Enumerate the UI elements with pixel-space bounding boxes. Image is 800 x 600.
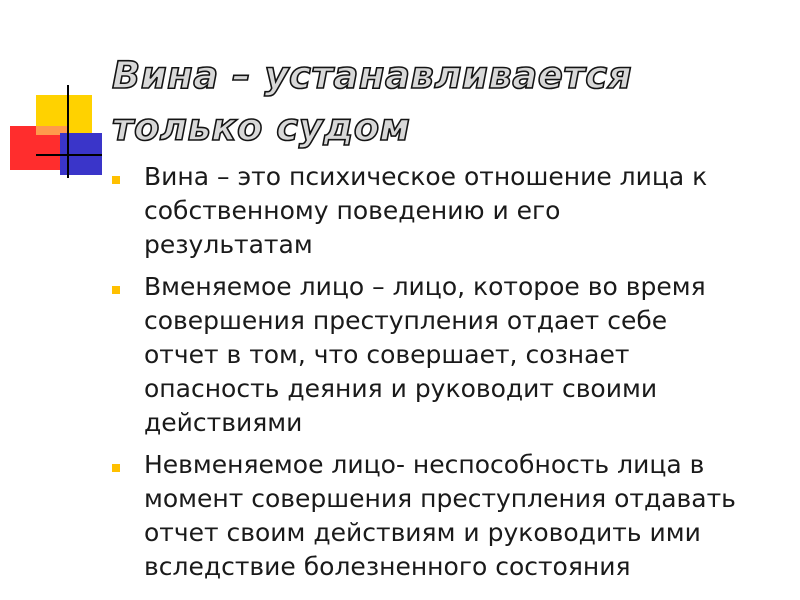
square-bullet-icon	[112, 286, 120, 294]
bullet-text: Вина – это психическое отношение лица к собственному поведению и его результатам	[144, 162, 708, 259]
vertical-line	[67, 85, 69, 178]
bullet-text: Вменяемое лицо – лицо, которое во время совершения преступления отдает себе отчет в том, что совершает, сознает опасность деяния и руководит своими действиями	[144, 272, 706, 437]
square-bullet-icon	[112, 464, 120, 472]
square-bullet-icon	[112, 176, 120, 184]
bullet-item	[108, 160, 788, 262]
bullet-item	[108, 448, 788, 584]
bullet-text: Невменяемое лицо- неспособность лица в момент совершения преступления отдавать отчет своим действиям и руководить ими вследствие болезненного состояния	[144, 450, 736, 581]
bullet-item	[108, 270, 788, 440]
horizontal-line	[36, 154, 102, 156]
bullet-list	[108, 160, 788, 592]
slide-title: Вина – устанавливается только судом	[112, 54, 632, 149]
